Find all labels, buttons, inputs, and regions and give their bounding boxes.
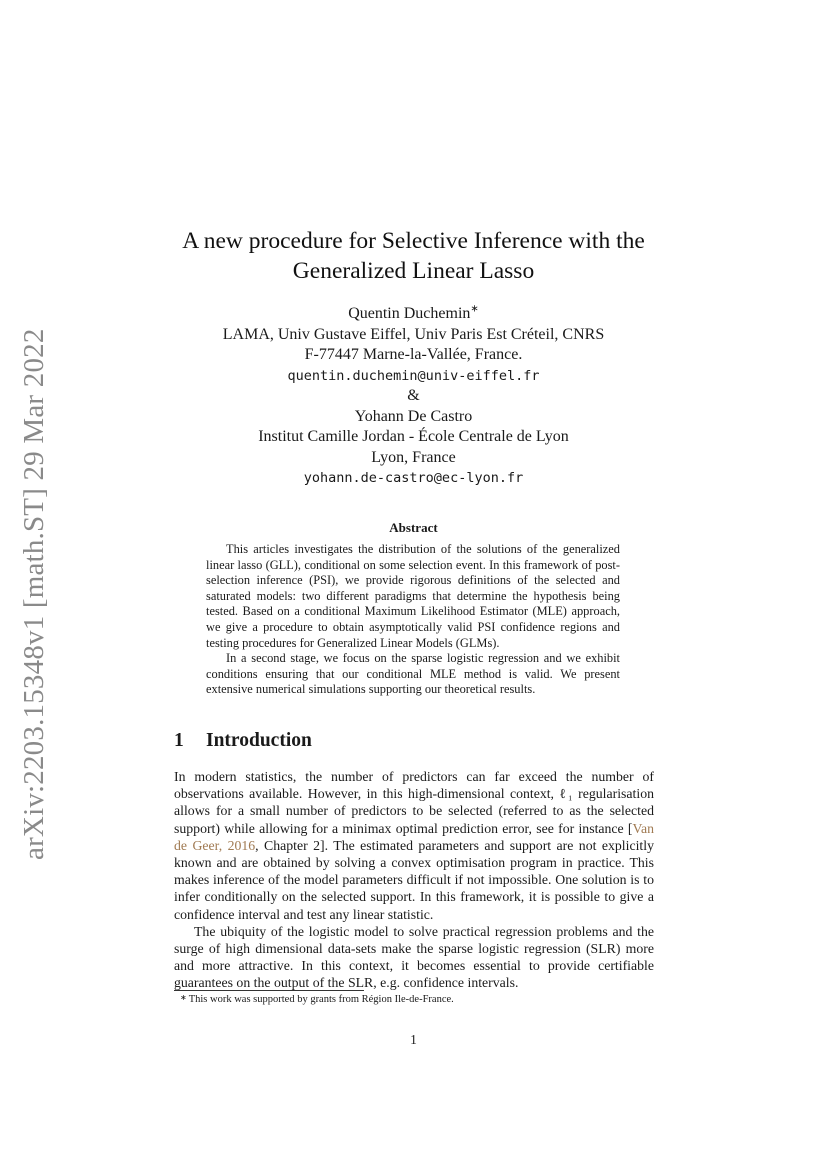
intro-paragraph-2: The ubiquity of the logistic model to solve practical regression problems and the surge of high dimensional data-sets make the sparse logistic regression (SLR) more and more attractive. In this context, it becomes essential to provide certifiable guarantees on the output of the SLR, e.g. confidence intervals.	[174, 923, 654, 991]
author-2-name: Yohann De Castro	[354, 407, 473, 425]
abstract-paragraph-2: In a second stage, we focus on the sparse logistic regression and we exhibit conditions ensuring that our conditional MLE method is valid. We present extensive numerical simulations supporting our theoretical results.	[206, 651, 620, 697]
paper-title	[0, 226, 827, 286]
title-line-2: Generalized Linear Lasso	[292, 258, 535, 284]
author-1-name-line	[0, 304, 827, 325]
title-line-1: A new procedure for Selective Inference with the	[182, 228, 645, 254]
introduction-body	[174, 768, 654, 992]
footnote-text: This work was supported by grants from Région Ile-de-France.	[188, 994, 454, 1005]
section-heading	[174, 730, 312, 752]
abstract	[206, 542, 620, 698]
page-number: 1	[410, 1032, 417, 1047]
citation-year: 2016	[227, 837, 256, 853]
footnote	[174, 994, 454, 1005]
section-title: Introduction	[206, 730, 312, 751]
abstract-paragraph-1: This articles investigates the distribution of the solutions of the generalized linear lasso (GLL), conditional on some selection event. In this framework of post-selection inference (PSI), we provide rigorous definitions of the selected and saturated models: two different paradigms that determine the hypothesis being tested. Based on a conditional Maximum Likelihood Estimator (MLE) approach, we give a procedure to obtain asymptotically valid PSI confidence regions and testing procedures for Generalized Linear Models (GLMs).	[206, 542, 620, 650]
abstract-heading: Abstract	[389, 520, 438, 535]
author-2-affiliation: Institut Camille Jordan - École Centrale de Lyon	[258, 428, 569, 445]
author-2-address: Lyon, France	[371, 448, 456, 466]
author-1-name: Quentin Duchemin	[348, 305, 471, 322]
author-1-footnote-mark: ∗	[470, 303, 479, 315]
citation-author: Van de Geer	[174, 820, 654, 853]
footnote-mark: ∗	[180, 993, 187, 1002]
l1-math: ℓ₁	[559, 786, 573, 802]
intro-p1-text-c: , Chapter 2]. The estimated parameters and support are not explicitly known and are obtained by solving a convex optimisation program in practice. This makes inference of the model parameters difficult if not impossible. One solution is to infer conditionally on the selected support. In this framework, it is possible to give a confidence interval and test any linear statistic.	[174, 837, 654, 922]
author-block	[0, 304, 827, 489]
footnote-rule	[174, 990, 364, 991]
author-2-email: yohann.de-castro@ec-lyon.fr	[303, 470, 524, 486]
author-separator: &	[407, 387, 420, 404]
author-1-email: quentin.duchemin@univ-eiffel.fr	[287, 367, 540, 384]
citation-sep: ,	[218, 837, 228, 853]
intro-paragraph-1	[174, 768, 654, 923]
intro-p1-text-b: regularisation allows for a small number of predictors to be selected (referred to as the selected support) while allowing for a minimax optimal prediction error, see for instance [	[174, 786, 654, 836]
author-1-address: F-77447 Marne-la-Vallée, France.	[304, 346, 523, 363]
intro-p1-text-a: In modern statistics, the number of predictors can far exceed the number of observations available. However, in this high-dimensional context,	[174, 769, 654, 802]
author-1-affiliation: LAMA, Univ Gustave Eiffel, Univ Paris Est Créteil, CNRS	[222, 325, 605, 343]
arxiv-identifier: arXiv:2203.15348v1 [math.ST] 29 Mar 2022	[18, 328, 50, 860]
section-number: 1	[174, 730, 184, 751]
